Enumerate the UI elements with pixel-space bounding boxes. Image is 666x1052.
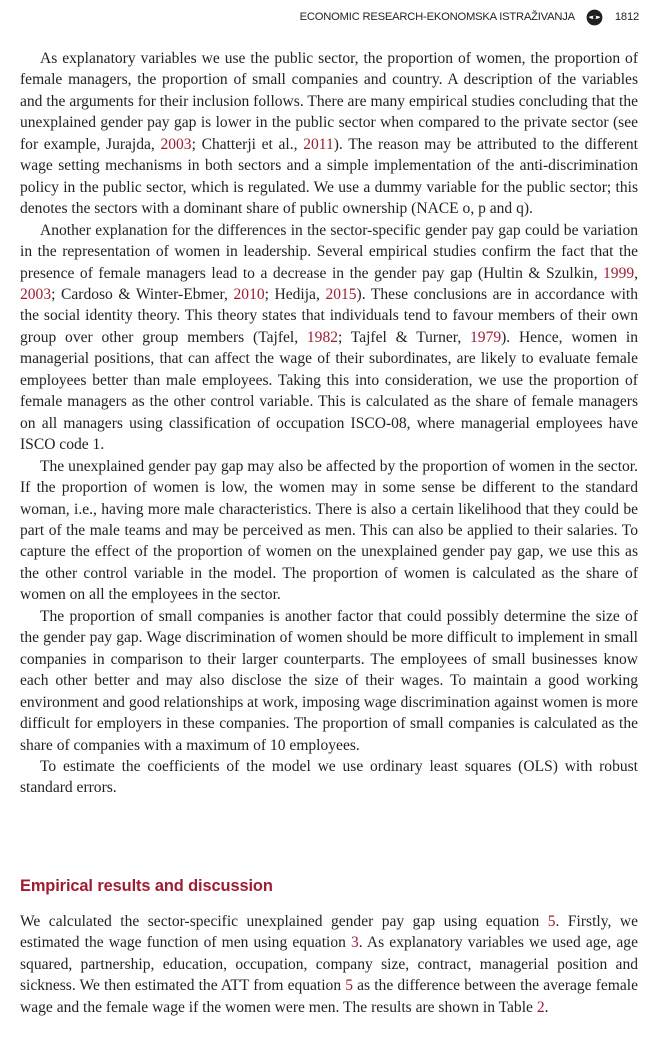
equation-link[interactable]: 5 — [345, 977, 354, 995]
paragraph-results: We calculated the sector-specific unexplained gender pay gap using equation 5. Firstly, we estimated the wage function of men using equation 3. As explanatory variables we used age, age squared, partnership, education, occupation, company size, contract, managerial position and sickness. We then estimated the ATT from equation 5 as the difference between the average female wage and the female wage if the women were men. The results are shown in Table 2. — [20, 913, 639, 1016]
paragraph-proportion-women: The unexplained gender pay gap may also be affected by the proportion of women in the sector. If the proportion of women is low, the women may in some sense be different to the standard woman, i.e., having more male characteristics. There is also a certain likelihood that they could be part of the male teams and may be perceived as men. This can also be applied to their salaries. To capture the effect of the proportion of women on the unexplained gender pay gap, we use this as the other control variable in the model. The proportion of women is calculated as the share of women on all the employees in the sector. — [20, 457, 638, 604]
citation-link[interactable]: 2011 — [303, 135, 334, 153]
citation-link[interactable]: 2003 — [160, 135, 192, 153]
section-heading: Empirical results and discussion — [20, 877, 273, 895]
citation-link[interactable]: 1999 — [603, 264, 635, 282]
citation-link[interactable]: 2015 — [325, 285, 357, 303]
body-text — [20, 48, 638, 799]
journal-title: ECONOMIC RESEARCH-EKONOMSKA ISTRAŽIVANJA — [299, 11, 575, 23]
paragraph-explanatory-variables: As explanatory variables we use the public sector, the proportion of women, the proportion of female managers, the proportion of small companies and country. A description of the variables and the arguments for their inclusion follows. There are many empirical studies concluding that the unexplained gender pay gap is lower in the public sector when compared to the private sector (see for example, Jurajda, 2003; Chatterji et al., 2011). The reason may be attributed to the different wage setting mechanisms in both sectors and a simple implementation of the anti-discrimination policy in the public sector, which is regulated. We use a dummy variable for the public sector; this denotes the sectors with a dominant share of public ownership (NACE o, p and q). — [20, 50, 638, 218]
paragraph-female-managers: Another explanation for the differences in the sector-specific gender pay gap could be variation in the representation of women in leadership. Several empirical studies confirm the fact that the presence of female managers lead to a decrease in the gender pay gap (Hultin & Szulkin, 1999, 2003; Cardoso & Winter-Ebmer, 2010; Hedija, 2015). These conclusions are in accordance with the social identity theory. This theory states that individuals tend to favour members of their own group over other group members (Tajfel, 1982; Tajfel & Turner, 1979). Hence, women in managerial positions, that can affect the wage of their subordinates, are likely to evaluate female employees better than male employees. Taking this into consideration, we use the proportion of female managers as the other control variable. This is calculated as the share of female managers on all managers using classification of occupation ISCO-08, where managerial employees have ISCO code 1. — [20, 221, 638, 454]
journal-logo-icon — [586, 9, 603, 26]
paragraph-ols-estimation: To estimate the coefficients of the model we use ordinary least squares (OLS) with robust standard errors. — [20, 757, 638, 797]
equation-link[interactable]: 3 — [350, 934, 359, 952]
page-number: 1812 — [614, 11, 639, 23]
running-head — [200, 8, 639, 26]
equation-link[interactable]: 5 — [547, 913, 556, 930]
citation-link[interactable]: 2003 — [20, 285, 52, 303]
citation-link[interactable]: 1982 — [306, 328, 338, 346]
paragraph-small-companies: The proportion of small companies is another factor that could possibly determine the size of the gender pay gap. Wage discrimination of women should be more difficult to implement in small companies in comparison to their larger counterparts. The employees of small businesses know each other better and may also disclose the size of their wages. To maintain a good working environment and good relationships at work, imposing wage discrimination against women is more difficult for employers in these companies. The proportion of small companies is calculated as the share of companies with a maximum of 10 employees. — [20, 607, 638, 754]
citation-link[interactable]: 1979 — [470, 328, 502, 346]
table-link[interactable]: 2 — [536, 998, 545, 1016]
results-text — [20, 911, 638, 1018]
citation-link[interactable]: 2010 — [233, 285, 265, 303]
